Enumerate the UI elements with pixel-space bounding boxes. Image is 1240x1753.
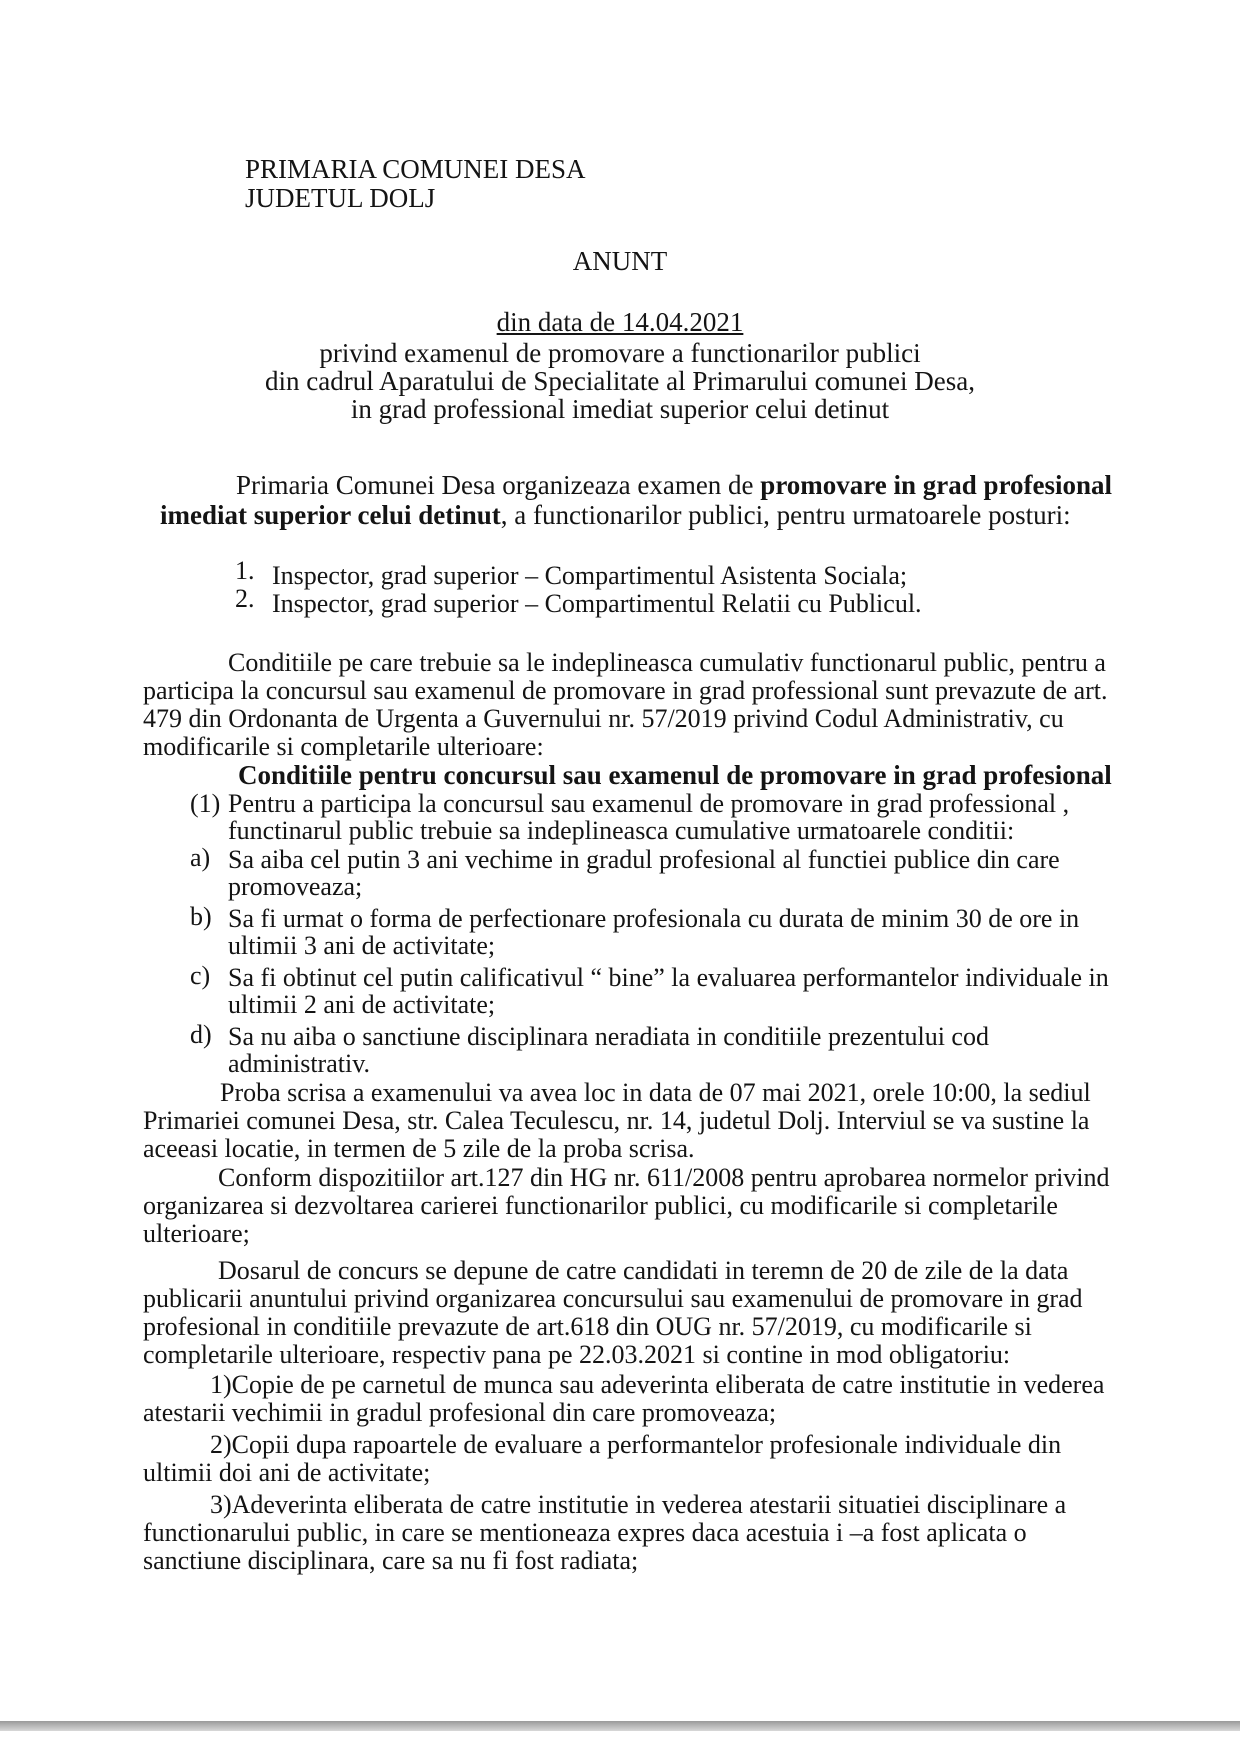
condition-item: Sa aiba cel putin 3 ani vechime in gradul profesional al functiei publice din care (228, 845, 1060, 874)
intro-bold-text: promovare in grad profesional (760, 470, 1113, 500)
condition-item: Sa fi obtinut cel putin calificativul “ bine” la evaluarea performantelor individuale in (228, 963, 1109, 992)
condition-letter: d) (190, 1020, 212, 1049)
list-item-number: 1. (235, 556, 255, 585)
dossier-line-2: publicarii anuntului privind organizarea concursului sau examenului de promovare in grad (143, 1284, 1083, 1313)
document-item-cont: sanctiune disciplinara, care sa nu fi fost radiata; (143, 1546, 639, 1575)
dossier-line-4: completarile ulterioare, respectiv pana pe 22.03.2021 si contine in mod obligatoriu: (143, 1340, 1011, 1369)
condition-item-cont: ultimii 2 ani de activitate; (228, 990, 496, 1019)
list-item: Inspector, grad superior – Compartimentul Asistenta Sociala; (272, 561, 908, 590)
intro-text-2: , a functionarilor publici, pentru urmatoarele posturi: (500, 500, 1071, 530)
exam-info-line-2: Primariei comunei Desa, str. Calea Teculescu, nr. 14, judetul Dolj. Interviul se va sustine la (143, 1106, 1090, 1135)
exam-info-line-3: aceeasi locatie, in termen de 5 zile de la proba scrisa. (143, 1134, 695, 1163)
clause-line-1: Pentru a participa la concursul sau examenul de promovare in grad professional , (228, 789, 1070, 818)
legal-basis-line-2: organizarea si dezvoltarea carierei functionarilor publici, cu modificarile si completarile (143, 1191, 1058, 1220)
legal-basis-line-3: ulterioare; (143, 1219, 250, 1248)
intro-line-1 (236, 470, 1112, 500)
announcement-date: din data de 14.04.2021 (496, 307, 744, 337)
document-item: 1)Copie de pe carnetul de munca sau adeverinta eliberata de catre institutie in vederea (210, 1370, 1105, 1399)
condition-letter: b) (190, 902, 212, 931)
document-item-cont: functionarului public, in care se mentioneaza expres daca acestuia i –a fost aplicata o (143, 1518, 1027, 1547)
document-item: 3)Adeverinta eliberata de catre institutie in vederea atestarii situatiei disciplinare a (210, 1490, 1067, 1519)
conditions-intro-line-1: Conditiile pe care trebuie sa le indeplineasca cumulativ functionarul public, pentru a (228, 648, 1106, 677)
subtitle-line-3: in grad professional imediat superior celui detinut (350, 394, 890, 424)
legal-basis-line-1: Conform dispozitiilor art.127 din HG nr. 611/2008 pentru aprobarea normelor privind (218, 1163, 1110, 1192)
conditions-intro-line-3: 479 din Ordonanta de Urgenta a Guvernului nr. 57/2019 privind Codul Administrativ, cu (143, 704, 1064, 733)
clause-line-2: functinarul public trebuie sa indeplineasca cumulative urmatoarele conditii: (228, 816, 1015, 845)
document-item-cont: ultimii doi ani de activitate; (143, 1458, 431, 1487)
list-item: Inspector, grad superior – Compartimentul Relatii cu Publicul. (272, 589, 922, 618)
announcement-title: ANUNT (572, 246, 668, 276)
exam-info-line-1: Proba scrisa a examenului va avea loc in data de 07 mai 2021, orele 10:00, la sediul (220, 1078, 1091, 1107)
institution-name: PRIMARIA COMUNEI DESA (245, 154, 586, 184)
condition-item-cont: promoveaza; (228, 872, 363, 901)
condition-letter: c) (190, 961, 211, 990)
subtitle-line-1: privind examenul de promovare a functionarilor publici (319, 338, 921, 368)
intro-line-2 (160, 500, 1071, 530)
intro-bold-text-2: imediat superior celui detinut (160, 500, 501, 530)
conditions-intro-line-4: modificarile si completarile ulterioare: (143, 732, 544, 761)
list-item-number: 2. (235, 584, 255, 613)
dossier-line-3: profesional in conditiile prevazute de art.618 din OUG nr. 57/2019, cu modificarile si (143, 1312, 1032, 1341)
conditions-intro-line-2: participa la concursul sau examenul de promovare in grad professional sunt prevazute de art. (143, 676, 1108, 705)
intro-text: Primaria Comunei Desa organizeaza examen de (236, 470, 761, 500)
document-item-cont: atestarii vechimii in gradul profesional din care promoveaza; (143, 1398, 777, 1427)
county-name: JUDETUL DOLJ (245, 183, 436, 213)
condition-item: Sa fi urmat o forma de perfectionare profesionala cu durata de minim 30 de ore in (228, 904, 1080, 933)
scan-bottom-edge (0, 1721, 1240, 1731)
condition-letter: a) (190, 843, 211, 872)
subtitle-line-2: din cadrul Aparatului de Specialitate al Primarului comunei Desa, (264, 366, 976, 396)
condition-item: Sa nu aiba o sanctiune disciplinara neradiata in conditiile prezentului cod (228, 1022, 989, 1051)
condition-item-cont: ultimii 3 ani de activitate; (228, 931, 496, 960)
condition-item-cont: administrativ. (228, 1049, 371, 1078)
document-item: 2)Copii dupa rapoartele de evaluare a performantelor profesionale individuale din (210, 1430, 1062, 1459)
clause-label: (1) (190, 789, 221, 818)
conditions-heading: Conditiile pentru concursul sau examenul de promovare in grad profesional (238, 760, 1112, 790)
dossier-line-1: Dosarul de concurs se depune de catre candidati in teremn de 20 de zile de la data (218, 1256, 1069, 1285)
